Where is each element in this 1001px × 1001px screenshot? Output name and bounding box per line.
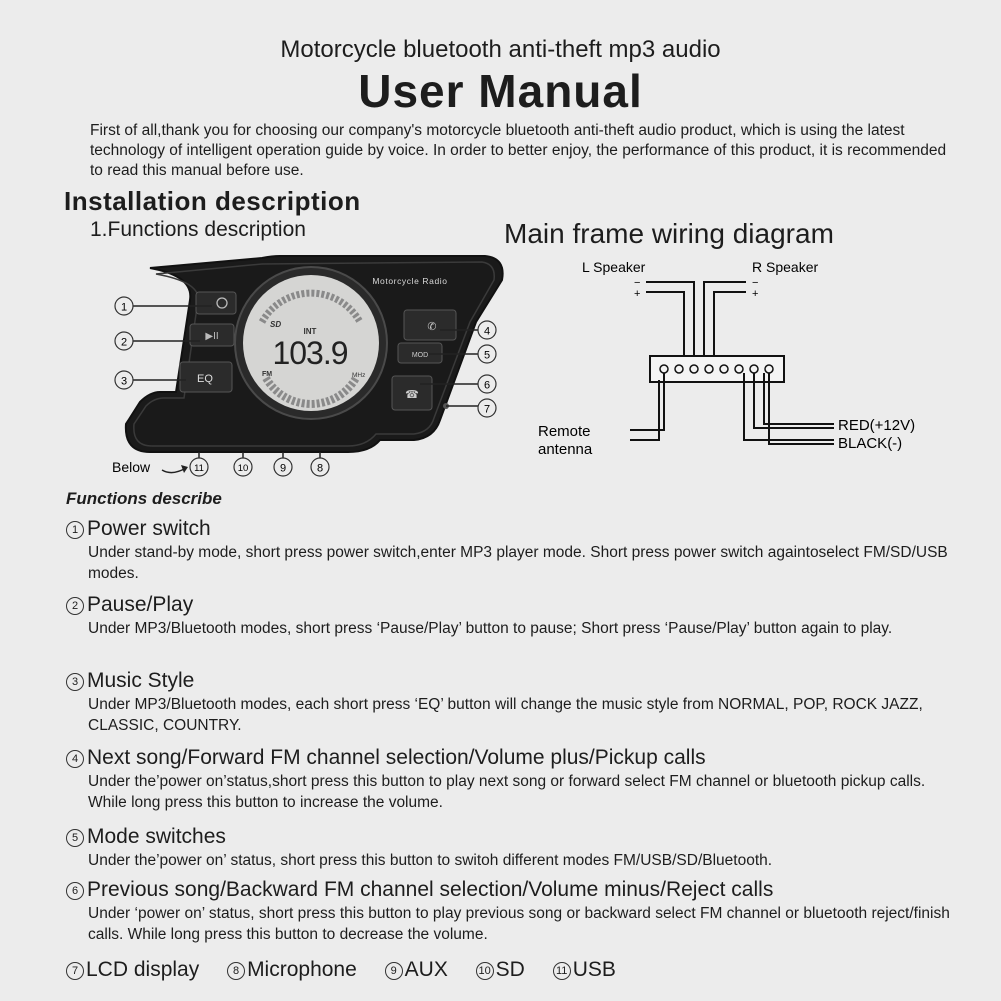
- lcd-frequency: 103.9: [272, 335, 348, 371]
- callout-7: [478, 399, 496, 417]
- svg-text:1: 1: [120, 301, 128, 314]
- remote-antenna-label-2: antenna: [538, 441, 593, 458]
- svg-text:+: +: [634, 288, 641, 300]
- eq-button-label: EQ: [197, 373, 213, 385]
- item-text: Under the’power on’ status, short press this button to switoh different modes FM/USB/SD/Bluetooth.: [88, 852, 773, 869]
- footer-aux: 9 AUX: [385, 958, 448, 981]
- svg-text:2: 2: [120, 336, 128, 349]
- power-button[interactable]: [196, 292, 236, 314]
- function-item-next: [66, 746, 966, 813]
- functions-description-heading: 1.Functions description: [90, 218, 306, 241]
- item-title: Music Style: [87, 669, 195, 692]
- item-text: Under ‘power on’ status, short press this button to play previous song or backward select FM channel or bluetooth reject/finish calls. While long press this button to decrease the volume.: [88, 905, 950, 943]
- item-title: Mode switches: [87, 825, 226, 848]
- r-speaker-label: R Speaker: [752, 259, 819, 275]
- function-item-mode: [66, 825, 966, 871]
- remote-antenna-label: Remote: [538, 423, 591, 440]
- item-text: Under MP3/Bluetooth modes, each short press ‘EQ’ button will change the music style from NORMAL, POP, ROCK JAZZ, CLASSIC, COUNTRY.: [88, 696, 923, 734]
- svg-text:10: 10: [237, 463, 249, 474]
- function-item-music-style: [66, 669, 966, 736]
- item-number: 1: [66, 521, 84, 539]
- item-number: 2: [66, 597, 84, 615]
- item-text: Under stand-by mode, short press power switch,enter MP3 player mode. Short press power switch againtoselect FM/SD/USB modes.: [88, 544, 948, 582]
- lcd-sd-label: SD: [270, 320, 282, 329]
- item-number: 3: [66, 673, 84, 691]
- wiring-diagram: [520, 250, 960, 470]
- item-text: Under MP3/Bluetooth modes, short press ‘Pause/Play’ button to pause; Short press ‘Pause/Play’ button again to play.: [88, 620, 893, 637]
- callout-4: [478, 321, 496, 339]
- svg-text:+: +: [752, 288, 759, 300]
- item-title: Power switch: [87, 517, 211, 540]
- item-number: 4: [66, 750, 84, 768]
- item-number: 5: [66, 829, 84, 847]
- callout-3: [115, 371, 133, 389]
- functions-describe-heading: Functions describe: [66, 489, 222, 508]
- callout-8: [311, 458, 329, 476]
- svg-text:7: 7: [483, 403, 491, 416]
- mode-button-label: MOD: [411, 352, 429, 359]
- svg-text:−: −: [634, 277, 641, 289]
- l-speaker-label: L Speaker: [582, 259, 646, 275]
- footer-sd: 10 SD: [476, 958, 525, 981]
- lcd-fm-label: FM: [262, 371, 273, 378]
- installation-heading: Installation description: [64, 186, 361, 216]
- reject-phone-icon: ☎: [405, 389, 419, 401]
- svg-text:4: 4: [483, 325, 491, 338]
- callout-2: [115, 332, 133, 350]
- manual-subtitle: Motorcycle bluetooth anti-theft mp3 audio: [280, 36, 721, 63]
- function-item-pause-play: [66, 593, 966, 639]
- callout-6: [478, 375, 496, 393]
- item-title: Previous song/Backward FM channel selection/Volume minus/Reject calls: [87, 878, 774, 901]
- pickup-phone-icon: ✆: [427, 321, 437, 333]
- footer-lcd: 7 LCD display: [66, 958, 199, 981]
- red-wire-label: RED(+12V): [838, 417, 916, 434]
- function-item-power: [66, 517, 966, 584]
- item-number: 6: [66, 882, 84, 900]
- svg-text:11: 11: [194, 463, 204, 474]
- below-label: Below: [112, 459, 151, 475]
- item-title: Pause/Play: [87, 593, 194, 616]
- manual-title: User Manual: [358, 65, 643, 117]
- callout-5: [478, 345, 496, 363]
- callout-9: [274, 458, 292, 476]
- item-title: Next song/Forward FM channel selection/Volume plus/Pickup calls: [87, 746, 706, 769]
- callout-10: [234, 458, 252, 476]
- svg-text:9: 9: [279, 462, 287, 475]
- function-item-previous: [66, 878, 966, 945]
- callout-11: [190, 458, 208, 476]
- callout-1: [115, 297, 133, 315]
- lcd-mhz-label: MHz: [352, 372, 366, 379]
- svg-text:8: 8: [316, 462, 324, 475]
- pause-play-icon: ▶II: [205, 331, 219, 342]
- parts-footer: [66, 958, 638, 982]
- device-brand: Motorcycle Radio: [372, 276, 448, 286]
- svg-text:6: 6: [483, 379, 491, 392]
- black-wire-label: BLACK(-): [838, 435, 903, 452]
- device-illustration: [0, 0, 520, 490]
- item-text: Under the’power on’status,short press this button to play next song or forward select FM channel or bluetooth pickup calls. While long press this button to increase the volume.: [88, 773, 926, 811]
- wiring-diagram-heading: Main frame wiring diagram: [504, 218, 834, 249]
- footer-usb: 11 USB: [553, 958, 616, 981]
- footer-microphone: 8 Microphone: [227, 958, 357, 981]
- intro-paragraph: First of all,thank you for choosing our company's motorcycle bluetooth anti-theft audio product, which is using the latest technology of intelligent operation guide by voice. In order to better enjoy, the performance of this product, it is recommended to read this manual before use.: [90, 122, 947, 179]
- svg-text:−: −: [752, 277, 759, 289]
- lcd-int-label: INT: [303, 327, 317, 336]
- svg-text:5: 5: [483, 349, 491, 362]
- svg-text:3: 3: [120, 375, 128, 388]
